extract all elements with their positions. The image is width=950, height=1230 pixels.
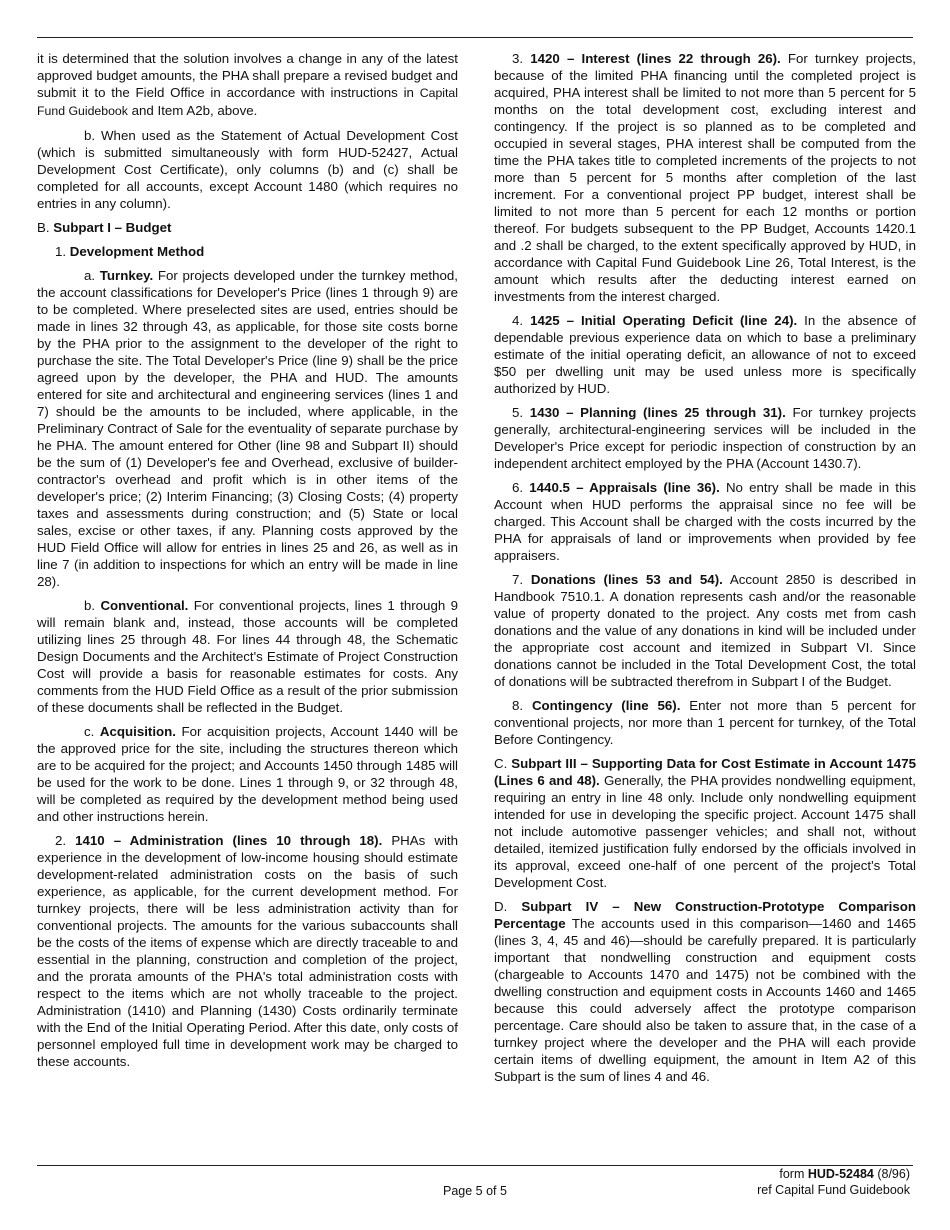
paragraph-revised-budget <box>37 50 458 120</box>
item-title: Subpart IV – New Construction-Prototype Comparison Percentage <box>494 899 916 931</box>
paragraph-contingency <box>494 697 916 748</box>
item-prefix: 6. <box>512 480 530 495</box>
paragraph-subpart-iv <box>494 898 916 1085</box>
guidebook-reference: Capital Fund Guidebook <box>37 86 458 118</box>
item-title: Contingency (line 56). <box>531 698 681 713</box>
item-text: Enter not more than 5 percent for conventional projects, nor more than 1 percent for turnkey, of the Total Before Contingency. <box>494 698 916 747</box>
paragraph-conventional <box>37 597 458 716</box>
paragraph-administration <box>37 832 458 1070</box>
paragraph-operating-deficit <box>494 312 916 397</box>
item-prefix: 4. <box>512 313 531 328</box>
item-text: For projects developed under the turnkey method, the account classifications for Developer's Price (lines 1 through 9) are to be completed. Where preselected sites are used, entries should be made in lines 32 through 43, as applicable, for those site costs borne by the PHA prior to the assignment to the developer of the right to purchase the site. The Total Developer's Price (line 9) shall be the price agreed upon by the developer, the PHA and HUD. The amounts entered for site and architectural and engineering services (lines 1 and 7) should be the amounts to be included, where applicable, in the Preliminary Contract of Sale for the eventuality of separate purchase by he PHA. The amount entered for Other (line 98 and Subpart II) should be the sum of (1) Developer's fee and Overhead, exclusive of builder-contractor's overhead and profit which is in other items of the developer's price; (2) Interim Financing; (3) Closing Costs; (4) property taxes and assessments during construction; and (5) State or local sales, excise or other taxes, if any. Planning costs approved by the HUD Field Office will allow for entries in lines 25 and 26, as well as in line 7 (in addition to inspections for which an entry will be made in line 28). <box>37 268 458 589</box>
item-title: Donations (lines 53 and 54). <box>530 572 723 587</box>
item-prefix: 5. <box>512 405 530 420</box>
item-text: For conventional projects, lines 1 through 9 will remain blank and, instead, those accounts will be completed utilizing lines 25 through 48. For lines 44 through 48, the Schematic Design Documents and the Architect's Estimate of Project Construction Cost will provide a basis for reasonable estimates for costs. Any comments from the HUD Field Office as a result of the prior submission of these documents shall be reflected in the Budget. <box>37 598 458 715</box>
item-text: For acquisition projects, Account 1440 will be the approved price for the site, including the structures thereon which are to be acquired for the project; and Accounts 1450 through 1485 will be used for the work to be done. Lines 1 through 9, or 32 through 48, will be completed as required by the development method being used and other instructions herein. <box>37 724 458 824</box>
item-text: No entry shall be made in this Account when HUD performs the appraisal since no fee will be charged. This Account shall be charged with the costs incurred by the PHA for appraisals of land or improvements when provided by fee appraisers. <box>494 480 916 563</box>
item-prefix: 2. <box>55 833 76 848</box>
item-title: 1410 – Administration (lines 10 through 18). <box>75 833 383 848</box>
heading-prefix: B. <box>37 220 54 235</box>
paragraph-donations <box>494 571 916 690</box>
right-column <box>494 50 916 1092</box>
heading-subpart-i <box>37 219 458 236</box>
form-date: (8/96) <box>873 1167 910 1181</box>
text-span: and Item A2b, above. <box>127 103 258 118</box>
item-title: 1440.5 – Appraisals (line 36). <box>529 480 720 495</box>
page-number: Page 5 of 5 <box>443 1184 507 1198</box>
form-number-line <box>757 1166 910 1182</box>
text-span: it is determined that the solution involves a change in any of the latest approved budget amounts, the PHA shall prepare a revised budget and submit it to the Field Office in accordance with instructions in <box>37 51 458 100</box>
top-rule <box>37 37 913 38</box>
paragraph-turnkey <box>37 267 458 590</box>
item-text: Account 2850 is described in Handbook 7510.1. A donation represents cash and/or the reasonable value of property donated to the project. Any costs met from cash donations and the value of any donations in kind will be included under the appropriate cost account and itemized in Subpart VI. Since donations cannot be included in the Total Development Cost, the total of donations will be subtracted therefrom in Subpart I of the Budget. <box>494 572 916 689</box>
item-prefix: 7. <box>512 572 531 587</box>
item-prefix: 3. <box>512 51 531 66</box>
item-prefix: b. <box>84 598 101 613</box>
paragraph-planning <box>494 404 916 472</box>
paragraph-interest <box>494 50 916 305</box>
heading-development-method <box>37 243 458 260</box>
form-number: HUD-52484 <box>807 1167 874 1181</box>
item-prefix: C. <box>494 756 512 771</box>
paragraph-appraisals <box>494 479 916 564</box>
item-prefix: D. <box>494 899 522 914</box>
item-text: For turnkey projects generally, architectural-engineering services will be included in the Developer's Price except for periodic inspection of construction by an independent architect employed by the PHA (Account 1430.7). <box>494 405 916 471</box>
item-text: The accounts used in this comparison—1460 and 1465 (lines 3, 4, 45 and 46)—should be carefully prepared. It is particularly important that nondwelling construction and equipment costs (chargeable to Accounts 1470 and 1475) not be combined with the dwelling construction and equipment costs in Accounts 1460 and 1465 because this could adversely affect the prototype comparison percentage. Care should also be taken to assure that, in the case of a turnkey project where the developer and the PHA will each provide certain items of dwelling equipment, the amount in Item A2 of this Subpart is the sum of lines 4 and 46. <box>494 916 916 1084</box>
item-title: 1430 – Planning (lines 25 through 31). <box>529 405 786 420</box>
item-title: Turnkey. <box>99 268 154 283</box>
form-reference: ref Capital Fund Guidebook <box>757 1183 910 1197</box>
item-text: Generally, the PHA provides nondwelling equipment, requiring an entry in line 48 only. Include only nondwelling equipment intended for use in developing the specific project. Account 1475 shall not include automotive passenger vehicles; and shall not, without detailed, itemized justification fully endorsed by the officials involved in its approval, exceed one-half of one percent of the project's Total Development Cost. <box>494 773 917 890</box>
item-text: In the absence of dependable previous experience data on which to base a preliminary estimate of the initial operating deficit, an allowance of not to exceed $50 per dwelling unit may be used unless more is specifically authorized by HUD. <box>494 313 916 396</box>
paragraph-subpart-iii <box>494 755 916 891</box>
item-title: 1425 – Initial Operating Deficit (line 24). <box>530 313 798 328</box>
left-column <box>37 50 458 1077</box>
item-title: Conventional. <box>100 598 189 613</box>
heading-title: Subpart I – Budget <box>53 220 172 235</box>
item-title: Acquisition. <box>99 724 176 739</box>
item-title: 1420 – Interest (lines 22 through 26). <box>530 51 781 66</box>
item-prefix: 8. <box>512 698 532 713</box>
item-prefix: c. <box>84 724 100 739</box>
item-title: Subpart III – Supporting Data for Cost Estimate in Account 1475 (Lines 6 and 48). <box>494 756 916 788</box>
item-prefix: a. <box>84 268 100 283</box>
paragraph-statement-actual-cost: b. When used as the Statement of Actual Development Cost (which is submitted simultaneously with form HUD-52427, Actual Development Cost Certificate), only columns (b) and (c) shall be completed for all accounts, except Account 1480 (which requires no entries in any column). <box>37 128 458 211</box>
heading-title: Development Method <box>69 244 205 259</box>
item-text: For turnkey projects, because of the limited PHA financing until the completed project is acquired, PHA interest shall be limited to not more than 5 percent for 5 months on the total development cost, excluding interest and contingency. If the project is so planned as to be completed and occupied in several stages, PHA interest shall be computed from the time the PHA takes title to completed increments of the projects to not more than 5 percent for 5 months after completion of the last increment. For a conventional project PP budget, interest shall be limited to not more than 5 percent for each 12 months or portion thereof. For budgets subsequent to the PP Budget, Accounts 1420.1 and .2 shall be charged, to the extent specifically approved by HUD, in accordance with Capital Fund Guidebook Line 26, Total Interest, is the amount which results after the deducting interest earned on investments from the interest charged. <box>494 51 916 304</box>
heading-prefix: 1. <box>55 244 70 259</box>
paragraph-acquisition <box>37 723 458 825</box>
item-text: PHAs with experience in the development of low-income housing should estimate development-related administration costs on the basis of such experience, as applicable, for the current development method. For turnkey projects, there will be less administration activity than for conventional projects. The amounts for the various subaccounts shall be the costs of the items of expense which are directly traceable to and essential in the planning, construction and completion of the project, and the prorata amounts of the PHA's total administration costs with respect to the items which are not wholly traceable to the project. Administration (1410) and Planning (1430) Costs ordinarily terminate with the End of the Initial Operating Period. After this date, only costs of personnel employed full time in development work may be charged to these accounts. <box>37 833 458 1069</box>
form-prefix: form <box>779 1167 808 1181</box>
form-identifier <box>757 1166 910 1198</box>
